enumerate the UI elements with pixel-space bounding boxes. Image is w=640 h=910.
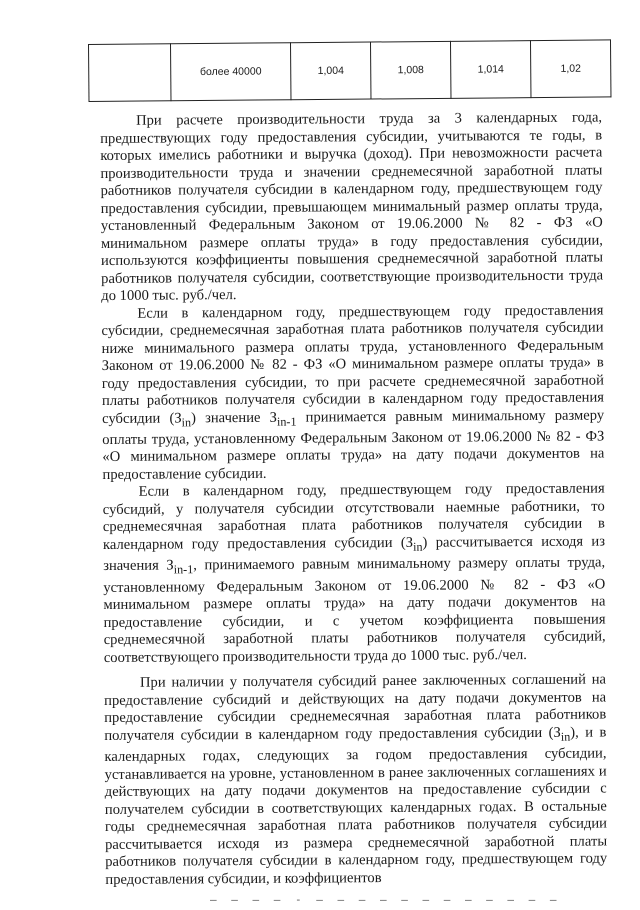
table-cell-value: 1,014 [450, 41, 530, 99]
table-row [89, 40, 611, 102]
table-cell-value: 1,008 [370, 41, 450, 99]
document-body [100, 109, 607, 889]
paragraph-2: Если в календарном году, предшествующем году предоставления субсидии, среднемесячная заработная плата работников получателя субсидии ниже минимального размера оплаты труда, установленного Федеральным Законом от 19.06.2000 № 82 - ФЗ «О минимальном размере оплаты труда» в году предоставления субсидии, то при расчете среднемесячной заработной платы работников получателя субсидии в календарном году предоставления субсидии $(З_{in})$ значение $З_{in-1}$ принимается равным минимальному размеру оплаты труда, установленному Федеральным Законом от 19.06.2000 № 82 - ФЗ «О минимальном размере оплаты труда» на дату подачи документов на предоставление субсидии. [101, 301, 605, 483]
table-cell-value: 1,004 [290, 42, 370, 100]
scan-artifact-dashes: — — — — - — — — — — — — — — — — — [210, 893, 561, 903]
coefficient-table-fragment [88, 39, 611, 102]
paragraph-1: При расчете производительности труда за 3 календарных года, предшествующих году предоставления субсидии, учитываются те годы, в которых имелись работники и выручка (доход). При невозможности расчета производительности труда и значении среднемесячной заработной платы работников получателя субсидии в календарном году, предшествующем году предоставления субсидии, превышающем минимальный размер оплаты труда, установленный Федеральным Законом от 19.06.2000 № 82 - ФЗ «О минимальном размере оплаты труда» в году предоставления субсидии, используются коэффициенты повышения среднемесячной заработной платы работников получателя субсидии, соответствующие производительности труда до 1000 тыс. руб./чел. [100, 109, 604, 304]
paragraph-3: Если в календарном году, предшествующем году предоставления субсидий, у получателя субсидии отсутствовали наемные работники, то среднемесячная заработная плата работников получателя субсидии в календарном году предоставления субсидии $(З_{in})$ рассчитывается исходя из значения $З_{in-1}$, принимаемого равным минимальному размеру оплаты труда, установленному Федеральным Законом от 19.06.2000 № 82 - ФЗ «О минимальном размере оплаты труда» на дату подачи документов на предоставление субсидии, и с учетом коэффициента повышения среднемесячной заработной платы работников получателя субсидий, соответствующего производительности труда до 1000 тыс. руб./чел. [102, 480, 606, 666]
table-cell-label: более 40000 [171, 43, 291, 101]
table-cell-value: 1,02 [530, 40, 610, 98]
table-cell-empty [89, 44, 171, 102]
paragraph-4: При наличии у получателя субсидий ранее заключенных соглашений на предоставление субсидий и действующих на дату подачи документов на предоставление субсидии среднемесячная заработная плата работников получателя субсидии в календарном году предоставления субсидии $(З_{in})$, и в календарных годах, следующих за годом предоставления субсидии, устанавливается на уровне, установленном в ранее заключенных соглашениях и действующих на дату подачи документов на предоставление субсидии с получателем субсидии в соответствующих календарных годах. В остальные годы среднемесячная заработная плата работников получателя субсидии рассчитывается исходя из размера среднемесячной заработной платы работников получателя субсидии в календарном году, предшествующем году предоставления субсидии, и коэффициентов [104, 671, 608, 888]
